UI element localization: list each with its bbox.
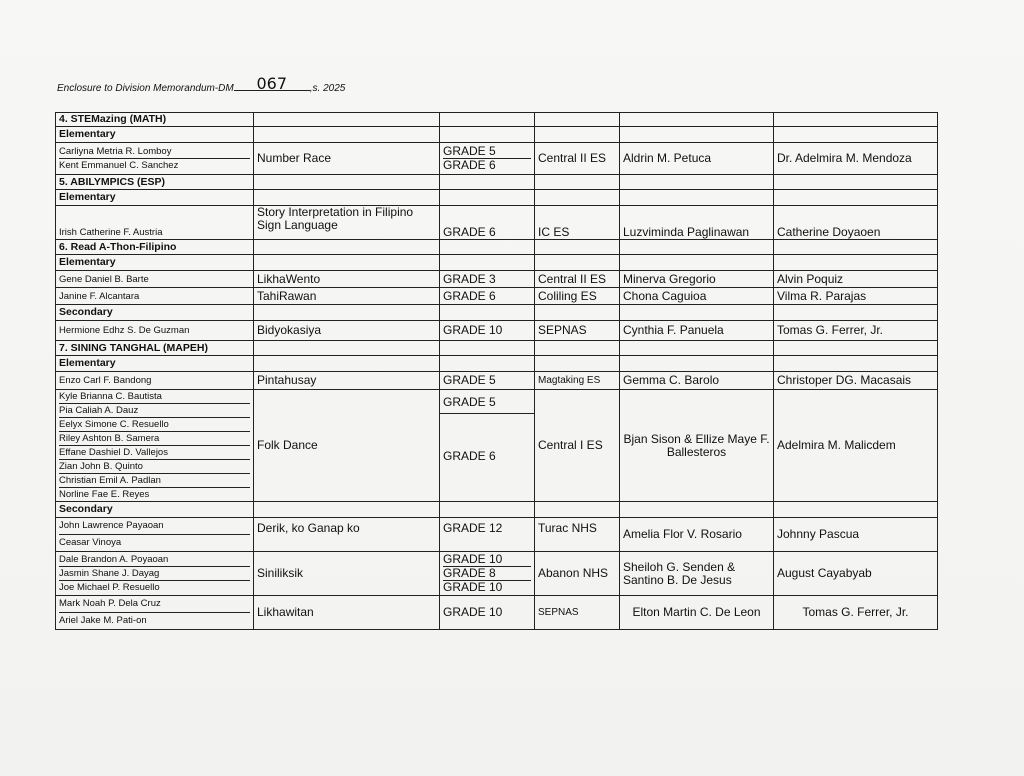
section-title: 6. Read A-Thon-Filipino <box>56 240 254 255</box>
coach-name: Minerva Gregorio <box>620 271 774 288</box>
table-row <box>56 372 938 390</box>
school-name: Abanon NHS <box>535 552 620 596</box>
coach-name: Luzviminda Paglinawan <box>620 206 774 240</box>
level-row <box>56 305 938 321</box>
supervisor-name: Tomas G. Ferrer, Jr. <box>774 321 938 341</box>
grade-level: GRADE 5 <box>440 372 535 390</box>
supervisor-name: Christoper DG. Macasais <box>774 372 938 390</box>
grade-level: GRADE 6 <box>440 288 535 305</box>
supervisor-name: Alvin Poquiz <box>774 271 938 288</box>
grade-level: GRADE 5 <box>443 145 531 159</box>
participant-name: Jasmin Shane J. Dayag <box>59 567 250 581</box>
event-name: Likhawitan <box>254 596 440 630</box>
table-row <box>56 206 938 240</box>
grade-level: GRADE 5 <box>440 390 534 414</box>
level-label: Elementary <box>56 356 254 372</box>
school-name: IC ES <box>535 206 620 240</box>
grade-level: GRADE 10 <box>443 553 531 567</box>
grade-level: GRADE 6 <box>443 448 496 463</box>
section-row <box>56 113 938 127</box>
table-row <box>56 518 938 552</box>
event-name: Bidyokasiya <box>254 321 440 341</box>
participant-name: Enzo Carl F. Bandong <box>56 372 254 390</box>
table-row <box>56 271 938 288</box>
coach-name: Elton Martin C. De Leon <box>620 596 774 630</box>
level-label: Secondary <box>56 502 254 518</box>
coach-name: Chona Caguioa <box>620 288 774 305</box>
participant-name: Hermione Edhz S. De Guzman <box>56 321 254 341</box>
level-label: Elementary <box>56 190 254 206</box>
section-row <box>56 341 938 356</box>
memo-suffix: ,s. 2025 <box>309 83 346 94</box>
supervisor-name: August Cayabyab <box>774 552 938 596</box>
participant-name: Norline Fae E. Reyes <box>59 489 150 500</box>
level-row <box>56 127 938 143</box>
school-name: Turac NHS <box>535 518 620 552</box>
coach-name: Amelia Flor V. Rosario <box>620 518 774 552</box>
grade-level: GRADE 12 <box>440 518 535 552</box>
level-label: Elementary <box>56 127 254 143</box>
participant-name: Carliyna Metria R. Lomboy <box>59 145 250 159</box>
level-label: Elementary <box>56 255 254 271</box>
memo-number: 067 <box>234 78 310 91</box>
table-row <box>56 552 938 596</box>
event-name: Number Race <box>254 143 440 175</box>
grade-level: GRADE 10 <box>440 596 535 630</box>
section-title: 5. ABILYMPICS (ESP) <box>56 175 254 190</box>
participant-name: John Lawrence Payaoan <box>59 518 250 535</box>
event-name: Derik, ko Ganap ko <box>254 518 440 552</box>
participant-name: Effane Dashiel D. Vallejos <box>59 446 250 460</box>
section-title: 7. SINING TANGHAL (MAPEH) <box>56 341 254 356</box>
school-name: SEPNAS <box>535 321 620 341</box>
table-row <box>56 288 938 305</box>
memo-header <box>57 74 346 94</box>
school-name: SEPNAS <box>535 596 620 630</box>
event-name: Siniliksik <box>254 552 440 596</box>
school-name: Central II ES <box>535 271 620 288</box>
supervisor-name: Tomas G. Ferrer, Jr. <box>774 596 938 630</box>
school-name: Central II ES <box>535 143 620 175</box>
grade-level: GRADE 6 <box>443 158 496 172</box>
school-name: Magtaking ES <box>535 372 620 390</box>
participants-table <box>55 112 938 630</box>
supervisor-name: Vilma R. Parajas <box>774 288 938 305</box>
supervisor-name: Catherine Doyaoen <box>774 206 938 240</box>
school-name: Coliling ES <box>535 288 620 305</box>
participant-name: Ceasar Vinoya <box>59 537 122 548</box>
section-row <box>56 240 938 255</box>
table-row <box>56 321 938 341</box>
participant-name: Eelyx Simone C. Resuello <box>59 418 250 432</box>
grade-level: GRADE 10 <box>440 321 535 341</box>
supervisor-name: Adelmira M. Malicdem <box>774 390 938 502</box>
event-name: Story Interpretation in Filipino Sign Language <box>254 206 440 240</box>
table-row <box>56 390 938 502</box>
section-title: 4. STEMazing (MATH) <box>56 113 254 127</box>
memo-prefix: Enclosure to Division Memorandum-DM <box>57 83 234 94</box>
event-name: TahiRawan <box>254 288 440 305</box>
level-row <box>56 255 938 271</box>
participant-name: Riley Ashton B. Samera <box>59 432 250 446</box>
coach-name: Sheiloh G. Senden & Santino B. De Jesus <box>620 552 774 596</box>
participant-name: Joe Michael P. Resuello <box>59 582 160 593</box>
participant-name: Janine F. Alcantara <box>56 288 254 305</box>
coach-name: Aldrin M. Petuca <box>620 143 774 175</box>
participant-name: Mark Noah P. Dela Cruz <box>59 596 250 613</box>
participant-name: Pia Caliah A. Dauz <box>59 404 250 418</box>
level-row <box>56 190 938 206</box>
grade-level: GRADE 10 <box>443 580 503 594</box>
participant-name: Ariel Jake M. Pati-on <box>59 615 147 626</box>
level-label: Secondary <box>56 305 254 321</box>
supervisor-name: Johnny Pascua <box>774 518 938 552</box>
grade-level: GRADE 6 <box>440 206 535 240</box>
grade-level: GRADE 8 <box>443 567 531 581</box>
table-row <box>56 143 938 175</box>
coach-name: Gemma C. Barolo <box>620 372 774 390</box>
participant-name: Dale Brandon A. Poyaoan <box>59 553 250 567</box>
event-name: LikhaWento <box>254 271 440 288</box>
participant-name: Gene Daniel B. Barte <box>56 271 254 288</box>
level-row <box>56 356 938 372</box>
supervisor-name: Dr. Adelmira M. Mendoza <box>774 143 938 175</box>
participant-name: Kent Emmanuel C. Sanchez <box>59 160 179 171</box>
section-row <box>56 175 938 190</box>
event-name: Folk Dance <box>254 390 440 502</box>
participant-name: Christian Emil A. Padlan <box>59 474 250 488</box>
school-name: Central I ES <box>535 390 620 502</box>
participant-name: Zian John B. Quinto <box>59 460 250 474</box>
participant-name: Irish Catherine F. Austria <box>56 206 254 240</box>
event-name: Pintahusay <box>254 372 440 390</box>
coach-name: Cynthia F. Panuela <box>620 321 774 341</box>
coach-name: Bjan Sison & Ellize Maye F. Ballesteros <box>620 390 774 502</box>
participant-name: Kyle Brianna C. Bautista <box>59 390 250 404</box>
level-row <box>56 502 938 518</box>
grade-level: GRADE 3 <box>440 271 535 288</box>
table-row <box>56 596 938 630</box>
